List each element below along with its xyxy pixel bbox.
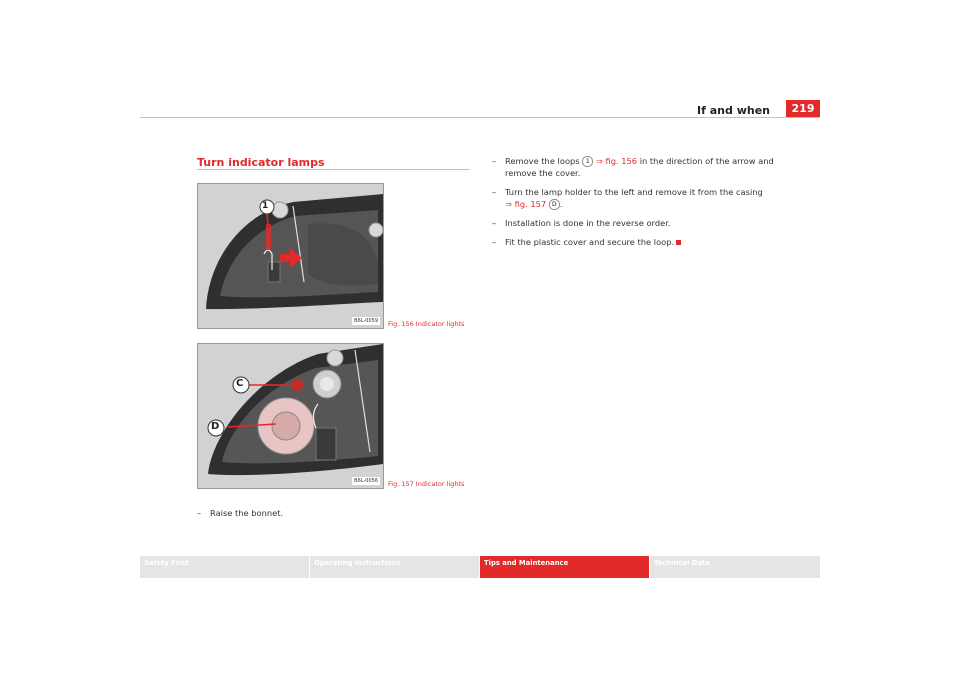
step-dash: –: [492, 237, 497, 247]
footer-tab-operating-instructions[interactable]: [310, 556, 479, 578]
footer-tab-safety-first[interactable]: [140, 556, 309, 578]
footer-tab-label: Tips and Maintenance: [484, 559, 569, 567]
step-text: Turn the lamp holder to the left and remove it from the casing: [505, 187, 763, 197]
step-text: remove the cover.: [505, 168, 581, 178]
step-text: .: [559, 199, 563, 209]
step-text: Installation is done in the reverse order.: [505, 218, 671, 228]
callout-c-label: C: [236, 378, 244, 389]
running-header-title: If and when: [697, 104, 770, 117]
section-divider: [197, 169, 470, 170]
figure-156-link[interactable]: ⇒ fig. 156: [593, 156, 638, 166]
step-turn-lamp-holder: [492, 186, 792, 210]
footer-tab-label: Operating instructions: [314, 559, 401, 567]
step-installation: [492, 217, 792, 229]
footer-tab-label: Safety First: [144, 559, 189, 567]
step-raise-bonnet: [197, 507, 283, 519]
step-dash: –: [492, 218, 497, 228]
callout-ref-badge: 1: [582, 156, 593, 167]
callout-1-label: 1: [262, 201, 269, 211]
header-divider: [140, 117, 820, 118]
callout-d-label: D: [211, 421, 220, 432]
figure-157-link[interactable]: ⇒ fig. 157: [505, 199, 547, 209]
step-text: in the direction of the arrow and: [637, 156, 774, 166]
step-dash: –: [492, 187, 497, 197]
section-end-marker-icon: [676, 240, 681, 245]
step-text: Raise the bonnet.: [210, 508, 284, 518]
step-fit-cover: [492, 236, 792, 248]
footer-tab-tips-and-maintenance[interactable]: [480, 556, 649, 578]
figure-code: B6L-0056: [354, 478, 378, 484]
section-title: Turn indicator lamps: [197, 156, 325, 169]
page-number: 219: [786, 100, 820, 118]
figure-156-image: [197, 183, 384, 329]
callout-ref-badge: D: [549, 199, 560, 210]
step-text: Remove the loops: [505, 156, 583, 166]
step-dash: –: [492, 156, 497, 166]
step-remove-loops: [492, 155, 792, 179]
step-dash: –: [197, 508, 202, 518]
footer-tab-technical-data[interactable]: [650, 556, 820, 578]
step-text: Fit the plastic cover and secure the loop.: [505, 237, 675, 247]
figure-157-caption: Fig. 157 Indicator lights: [388, 480, 465, 488]
figure-156-caption: Fig. 156 Indicator lights: [388, 320, 465, 328]
figure-code: B6L-0059: [354, 318, 378, 324]
footer-tab-label: Technical Data: [654, 559, 710, 567]
figure-157-image: [197, 343, 384, 489]
